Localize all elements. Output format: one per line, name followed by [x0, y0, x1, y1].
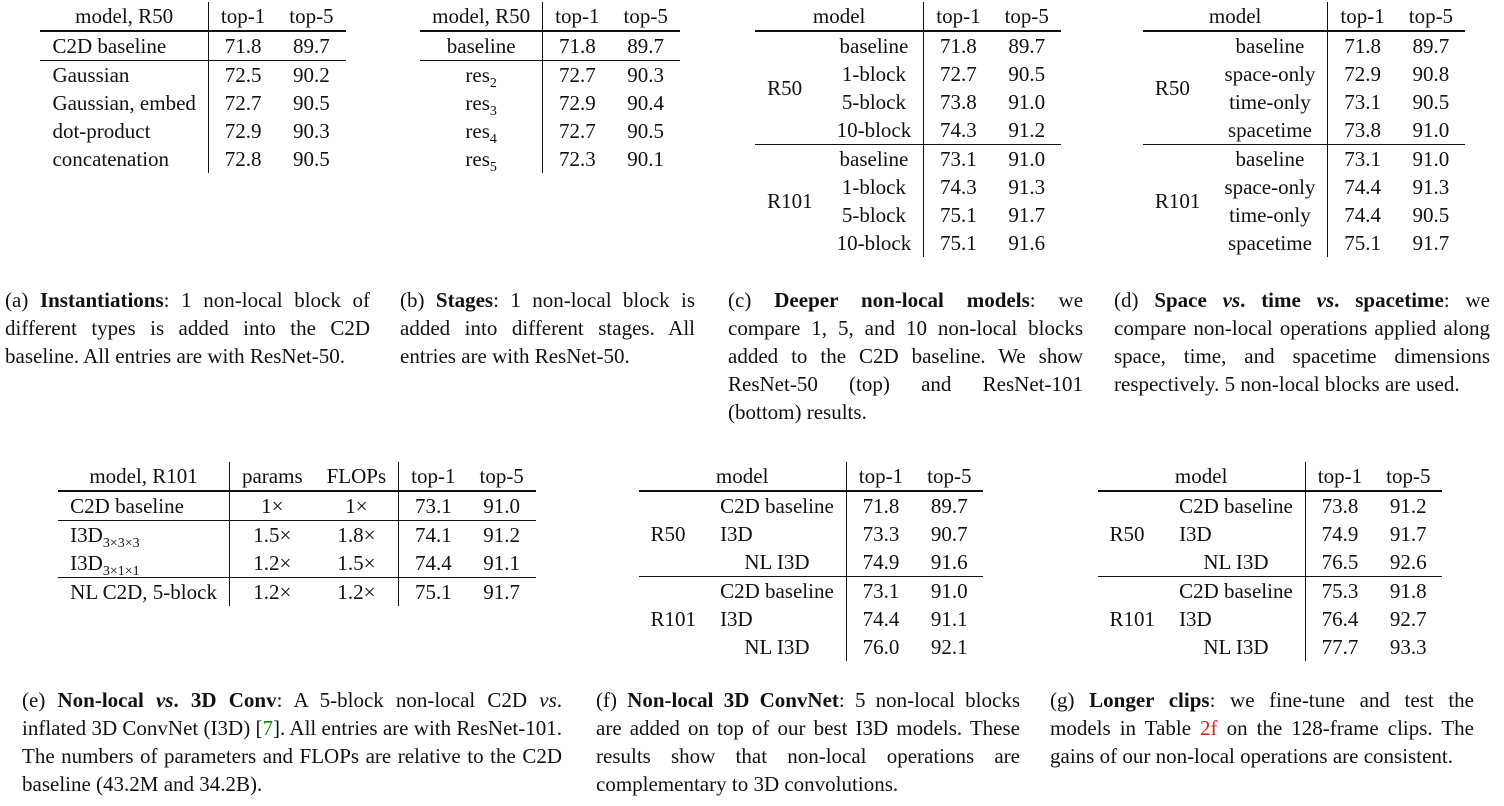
table-row: [755, 31, 1061, 60]
table-row: [1098, 491, 1443, 520]
table-row: [58, 578, 536, 607]
table-cell: res$_5$: [420, 145, 543, 173]
table-cell: 91.3: [1412, 175, 1450, 199]
table-cell: NL C2D, 5-block: [58, 578, 229, 607]
table-cell: 76.5: [1321, 550, 1359, 574]
header-cell: top-1: [936, 4, 981, 28]
table-row: [420, 31, 680, 61]
caption-label: (f): [596, 688, 617, 712]
table-cell: 91.2: [483, 523, 521, 547]
table-cell: 71.8: [862, 494, 900, 518]
caption-title: Non-local vs. 3D Conv: [57, 688, 277, 712]
table-cell: $I3D_{3\times 1\times 1}$: [58, 549, 229, 578]
header-cell: top-1: [1317, 464, 1363, 488]
table-cell: 91.7: [1389, 522, 1427, 546]
table-cell: 1.8×: [315, 521, 399, 550]
group-label: R101: [1154, 189, 1201, 213]
table-cell: 10-block: [825, 116, 924, 145]
table-a: [40, 2, 345, 173]
caption-e: [22, 686, 562, 798]
caption-d: [1114, 286, 1490, 398]
table-cell: time-only: [1212, 201, 1327, 229]
header-cell: top-1: [1340, 4, 1385, 28]
table-header-row: [58, 462, 536, 491]
table-cell: 5-block: [825, 88, 924, 116]
table-row: [1143, 31, 1465, 60]
table-cell: 91.8: [1389, 579, 1427, 603]
table-cell: 89.7: [1008, 34, 1046, 58]
table-cell: 90.2: [293, 63, 330, 87]
header-cell: model: [755, 2, 924, 31]
citation-link[interactable]: 7: [262, 716, 274, 740]
header-cell: top-1: [555, 4, 600, 28]
table-cell: 91.6: [930, 550, 968, 574]
table-ref-link[interactable]: 2f: [1200, 716, 1218, 740]
table-f-panel: [596, 462, 1026, 661]
table-cell: 90.8: [1412, 62, 1450, 86]
table-cell: 91.1: [930, 607, 968, 631]
table-cell: 73.1: [1344, 90, 1381, 114]
table-cell: 75.1: [940, 203, 977, 227]
table-cell: 73.8: [1321, 494, 1359, 518]
table-header-row: [1098, 462, 1443, 491]
table-cell: 72.9: [558, 91, 596, 115]
table-cell: 71.8: [558, 34, 596, 58]
caption-g: [1050, 686, 1474, 770]
header-cell: FLOPs: [315, 462, 399, 491]
group-label: R101: [767, 189, 813, 213]
table-header-row: [420, 2, 680, 31]
table-cell: 91.6: [1008, 231, 1046, 255]
table-cell: dot-product: [40, 117, 208, 145]
table-cell: 91.2: [1008, 118, 1046, 142]
table-row: [58, 491, 536, 521]
table-cell: 72.3: [558, 147, 596, 171]
table-cell: 90.5: [293, 91, 330, 115]
table-b-panel: [400, 2, 700, 176]
table-cell: 72.7: [558, 119, 596, 143]
table-cell: 72.8: [224, 147, 262, 171]
table-cell: 1.2×: [253, 580, 292, 604]
table-cell: 73.8: [940, 90, 977, 114]
table-cell: 72.5: [224, 63, 262, 87]
table-cell: baseline: [420, 31, 543, 61]
table-cell: 90.4: [627, 91, 665, 115]
table-c: [755, 2, 1061, 257]
table-cell: 75.3: [1321, 579, 1359, 603]
table-cell: 76.4: [1321, 607, 1359, 631]
table-cell: 90.7: [930, 522, 968, 546]
header-cell: top-1: [858, 464, 904, 488]
table-cell: 72.7: [224, 91, 262, 115]
table-cell: baseline: [825, 31, 924, 60]
table-cell: 90.5: [1008, 62, 1046, 86]
table-e-panel: [22, 462, 572, 606]
group-label: R101: [650, 607, 697, 631]
table-cell: 74.3: [940, 118, 977, 142]
table-cell: C2D baseline: [1167, 491, 1305, 520]
group-label: R50: [767, 76, 803, 100]
table-row: [40, 61, 345, 90]
table-row: [40, 117, 345, 145]
header-cell: top-5: [1004, 4, 1049, 28]
table-row: [755, 145, 1061, 174]
caption-text: : we compare non-local operations applied along space, time, and spacetime dimensions respectively. 5 non-local blocks are used.: [1114, 288, 1490, 396]
table-row: [1143, 145, 1465, 174]
table-cell: 74.9: [862, 550, 900, 574]
table-cell: 90.3: [627, 63, 665, 87]
table-cell: spacetime: [1212, 116, 1327, 145]
table-e: [58, 462, 536, 606]
caption-text: : 1 non-local block is added into different stages. All entries are with ResNet-50.: [400, 288, 695, 368]
table-cell: I3D: [1167, 605, 1305, 633]
table-row: [639, 491, 984, 520]
table-cell: 10-block: [825, 229, 924, 257]
table-cell: NL I3D: [1167, 548, 1305, 577]
table-cell: 74.4: [1344, 203, 1381, 227]
table-cell: res$_2$: [420, 61, 543, 90]
table-cell: 1-block: [825, 60, 924, 88]
table-cell: C2D baseline: [708, 491, 846, 520]
table-cell: 90.3: [293, 119, 330, 143]
table-cell: $I3D_{3\times 3\times 3}$: [58, 521, 229, 550]
header-cell: top-5: [479, 464, 524, 488]
table-cell: C2D baseline: [1167, 577, 1305, 606]
table-cell: 91.0: [1008, 90, 1046, 114]
caption-text: : 1 non-local block of different types is added into the C2D baseline. All entries are with ResNet-50.: [5, 288, 370, 368]
table-g-panel: [1050, 462, 1490, 661]
table-cell: 92.6: [1389, 550, 1427, 574]
table-cell: I3D: [1167, 520, 1305, 548]
table-cell: 73.3: [862, 522, 900, 546]
group-label: R101: [1109, 607, 1156, 631]
table-cell: 1.2×: [253, 551, 292, 575]
table-cell: 91.0: [1412, 147, 1450, 171]
caption-title: Space vs. time vs. spacetime: [1154, 288, 1444, 312]
table-row: [40, 31, 345, 61]
header-cell: top-5: [927, 464, 972, 488]
table-cell: C2D baseline: [708, 577, 846, 606]
header-cell: top-5: [1408, 4, 1454, 28]
table-cell: res$_3$: [420, 89, 543, 117]
table-cell: 73.1: [940, 147, 977, 171]
table-cell: baseline: [1212, 31, 1327, 60]
caption-title: Longer clips: [1089, 688, 1210, 712]
table-cell: 74.3: [940, 175, 977, 199]
table-cell: 72.7: [940, 62, 977, 86]
table-cell: 73.1: [862, 579, 900, 603]
table-cell: 89.7: [293, 34, 330, 58]
table-b: [420, 2, 680, 176]
table-cell: 74.4: [414, 551, 452, 575]
table-cell: 1.5×: [253, 523, 292, 547]
table-cell: baseline: [1212, 145, 1327, 174]
table-cell: 1×: [315, 491, 399, 521]
table-cell: I3D: [708, 605, 846, 633]
table-header-row: [40, 2, 345, 31]
table-row: [420, 117, 680, 145]
table-cell: Gaussian: [40, 61, 208, 90]
table-cell: NL I3D: [1167, 633, 1305, 661]
caption-label: (d): [1114, 288, 1139, 312]
table-cell: 90.5: [293, 147, 330, 171]
table-cell: 74.4: [862, 607, 900, 631]
table-row: [1098, 577, 1443, 606]
caption-title: Stages: [435, 288, 494, 312]
table-cell: space-only: [1212, 60, 1327, 88]
table-row: [420, 61, 680, 90]
table-cell: 71.8: [940, 34, 977, 58]
caption-f: [596, 686, 1020, 798]
caption-title: Deeper non-local models: [774, 288, 1030, 312]
table-cell: 72.7: [558, 63, 596, 87]
table-header-row: [639, 462, 984, 491]
table-cell: space-only: [1212, 173, 1327, 201]
table-cell: 92.7: [1389, 607, 1427, 631]
table-cell: 77.7: [1321, 635, 1359, 659]
table-cell: 71.8: [224, 34, 262, 58]
caption-text: : 5 non-local blocks are added on top of our best I3D models. These results show that non-local operations are complementary to 3D convolutions.: [596, 688, 1020, 796]
table-cell: 75.1: [414, 580, 452, 604]
table-cell: 76.0: [862, 635, 900, 659]
table-g: [1098, 462, 1443, 661]
table-cell: I3D: [708, 520, 846, 548]
table-cell: res$_4$: [420, 117, 543, 145]
table-cell: 91.0: [1412, 118, 1450, 142]
table-row: [40, 89, 345, 117]
header-cell: top-1: [220, 4, 266, 28]
table-f: [639, 462, 984, 661]
table-cell: 91.0: [1008, 147, 1046, 171]
table-cell: 74.4: [1344, 175, 1381, 199]
table-cell: 89.7: [930, 494, 968, 518]
header-cell: model: [639, 462, 847, 491]
table-row: [58, 549, 536, 578]
table-cell: 74.1: [414, 523, 452, 547]
table-cell: C2D baseline: [58, 491, 229, 521]
header-cell: model, R50: [40, 2, 208, 31]
table-cell: time-only: [1212, 88, 1327, 116]
caption-a: [5, 286, 370, 370]
caption-title: Instantiations: [39, 288, 164, 312]
table-cell: 5-block: [825, 201, 924, 229]
table-cell: 72.9: [1344, 62, 1381, 86]
caption-label: (c): [728, 288, 752, 312]
table-cell: 75.1: [940, 231, 977, 255]
table-cell: 93.3: [1389, 635, 1427, 659]
table-cell: 72.9: [224, 119, 262, 143]
table-cell: 90.5: [1412, 90, 1450, 114]
table-d: [1143, 2, 1465, 257]
table-d-panel: [1114, 2, 1494, 257]
group-label: R50: [650, 522, 686, 546]
header-cell: top-5: [623, 4, 668, 28]
table-cell: 92.1: [930, 635, 968, 659]
caption-text: : we fine-tune and test the models in Table 2f on the 128-frame clips. The gains of our non-local operations are consistent.: [1050, 688, 1475, 768]
table-cell: 91.7: [483, 580, 521, 604]
header-cell: top-5: [1386, 464, 1431, 488]
caption-text: : A 5-block non-local C2D vs. inflated 3D ConvNet (I3D) [7]. All entries are with ResNet-101. The numbers of parameters and FLOPs are relative to the C2D baseline (43.2M and 34.2B).: [22, 688, 563, 796]
table-header-row: [1143, 2, 1465, 31]
table-cell: 71.8: [1344, 34, 1381, 58]
table-cell: 91.7: [1008, 203, 1046, 227]
table-row: [40, 145, 345, 173]
caption-label: (b): [400, 288, 425, 312]
table-cell: concatenation: [40, 145, 208, 173]
caption-b: [400, 286, 695, 370]
header-cell: model, R50: [420, 2, 543, 31]
table-cell: 73.1: [1344, 147, 1381, 171]
caption-c: [728, 286, 1083, 426]
table-cell: 91.3: [1008, 175, 1046, 199]
table-cell: 91.1: [483, 551, 521, 575]
table-row: [420, 89, 680, 117]
header-cell: top-1: [411, 464, 456, 488]
table-row: [420, 145, 680, 173]
table-cell: 90.5: [627, 119, 665, 143]
table-cell: 1.5×: [315, 549, 399, 578]
table-cell: spacetime: [1212, 229, 1327, 257]
table-row: [58, 521, 536, 550]
table-cell: Gaussian, embed: [40, 89, 208, 117]
header-cell: top-5: [289, 4, 334, 28]
table-cell: 91.0: [930, 579, 968, 603]
table-c-panel: [728, 2, 1088, 257]
table-cell: 90.5: [1412, 203, 1450, 227]
caption-title: Non-local 3D ConvNet: [627, 688, 839, 712]
table-row: [639, 577, 984, 606]
table-cell: 1-block: [825, 173, 924, 201]
group-label: R50: [1154, 76, 1190, 100]
table-cell: NL I3D: [708, 633, 846, 661]
table-header-row: [755, 2, 1061, 31]
group-label: R50: [1109, 522, 1145, 546]
table-cell: 89.7: [1412, 34, 1450, 58]
table-cell: 91.0: [483, 494, 521, 518]
table-cell: 74.9: [1321, 522, 1359, 546]
table-cell: C2D baseline: [40, 31, 208, 61]
header-cell: model: [1143, 2, 1328, 31]
table-cell: 73.1: [414, 494, 452, 518]
header-cell: model, R101: [58, 462, 229, 491]
caption-label: (e): [22, 688, 46, 712]
table-cell: baseline: [825, 145, 924, 174]
table-cell: 75.1: [1344, 231, 1381, 255]
header-cell: model: [1098, 462, 1306, 491]
caption-label: (g): [1050, 688, 1075, 712]
table-cell: 1.2×: [315, 578, 399, 607]
table-a-panel: [8, 2, 378, 173]
caption-text: : we compare 1, 5, and 10 non-local blocks added to the C2D baseline. We show ResNet-50 (top) and ResNet-101 (bottom) results.: [728, 288, 1084, 424]
table-cell: 73.8: [1344, 118, 1381, 142]
table-cell: 1×: [261, 494, 284, 518]
caption-label: (a): [5, 288, 29, 312]
table-cell: 91.7: [1412, 231, 1450, 255]
table-cell: NL I3D: [708, 548, 846, 577]
table-cell: 91.2: [1389, 494, 1427, 518]
table-cell: 89.7: [627, 34, 665, 58]
header-cell: params: [241, 464, 303, 488]
table-cell: 90.1: [627, 147, 665, 171]
